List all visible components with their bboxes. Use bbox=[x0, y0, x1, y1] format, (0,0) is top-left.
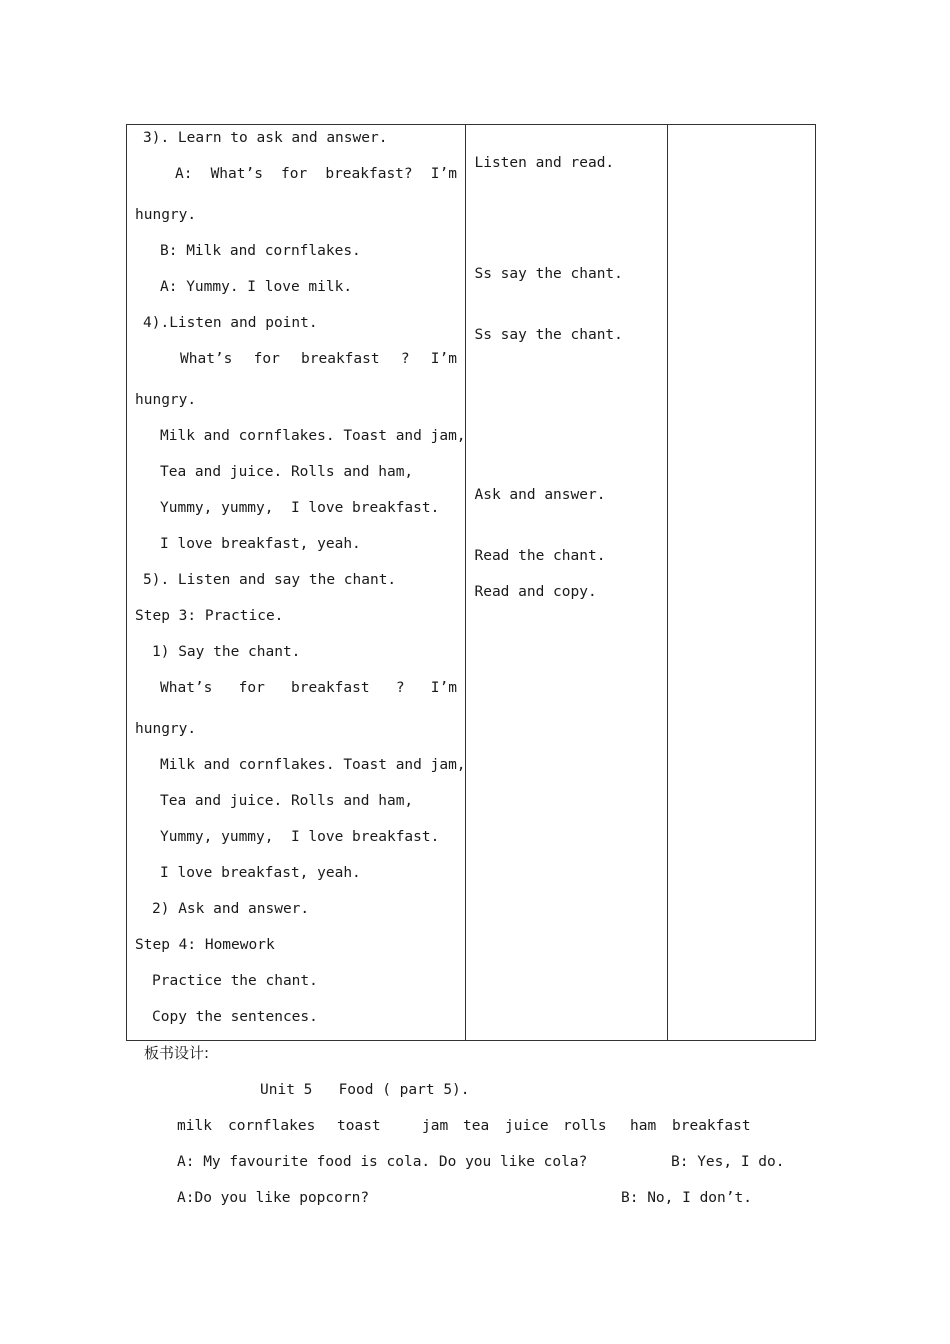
step3-chant-line-5: I love breakfast, yeah. bbox=[160, 865, 361, 881]
step3-chant-line-1-cont: hungry. bbox=[135, 721, 197, 737]
board-dialog-2-question: A:Do you like popcorn? bbox=[177, 1190, 370, 1206]
board-design-heading: 板书设计: bbox=[144, 1044, 210, 1062]
vocab-word: breakfast bbox=[672, 1118, 751, 1134]
vocab-word: cornflakes bbox=[228, 1118, 316, 1134]
vocab-word: ham bbox=[630, 1118, 657, 1134]
step3-title: Step 3: Practice. bbox=[135, 608, 284, 624]
item3-title: 3). Learn to ask and answer. bbox=[143, 130, 388, 146]
activity-read-chant: Read the chant. bbox=[474, 548, 606, 564]
item4-chant-line-1: What’s for breakfast ? I’m bbox=[180, 351, 457, 367]
activity-read-copy: Read and copy. bbox=[474, 584, 597, 600]
step3-chant-line-1: What’s for breakfast ? I’m bbox=[160, 680, 457, 696]
board-dialog-1-answer: B: Yes, I do. bbox=[671, 1154, 785, 1170]
step3-item2-title: 2) Ask and answer. bbox=[152, 901, 310, 917]
board-dialog-2-answer: B: No, I don’t. bbox=[621, 1190, 752, 1206]
vocab-word: rolls bbox=[563, 1118, 607, 1134]
vocab-word: milk bbox=[177, 1118, 212, 1134]
activity-say-chant-1: Ss say the chant. bbox=[474, 266, 623, 282]
vocab-word: juice bbox=[505, 1118, 549, 1134]
step3-item1-title: 1) Say the chant. bbox=[152, 644, 301, 660]
board-dialog-1-question: A: My favourite food is cola. Do you like cola? bbox=[177, 1154, 588, 1170]
item4-chant-line-4: Yummy, yummy, I love breakfast. bbox=[160, 500, 440, 516]
lesson-plan-table bbox=[126, 124, 816, 1041]
teaching-procedure-cell bbox=[127, 125, 466, 1041]
step3-chant-line-4: Yummy, yummy, I love breakfast. bbox=[160, 829, 440, 845]
board-design-title: Unit 5 Food ( part 5). bbox=[260, 1082, 470, 1098]
vocab-word: tea bbox=[463, 1118, 490, 1134]
item3-dialog-a-cont: hungry. bbox=[135, 207, 197, 223]
step3-chant-line-3: Tea and juice. Rolls and ham, bbox=[160, 793, 414, 809]
item4-chant-line-5: I love breakfast, yeah. bbox=[160, 536, 361, 552]
notes-cell bbox=[667, 125, 815, 1041]
student-activity-cell bbox=[466, 125, 667, 1041]
step4-task-2: Copy the sentences. bbox=[152, 1009, 318, 1025]
vocab-word: toast bbox=[337, 1118, 381, 1134]
item3-dialog-c: A: Yummy. I love milk. bbox=[160, 279, 353, 295]
activity-say-chant-2: Ss say the chant. bbox=[474, 327, 623, 343]
item4-chant-line-2: Milk and cornflakes. Toast and jam, bbox=[160, 428, 466, 444]
item3-dialog-a: A: What’s for breakfast? I’m bbox=[175, 166, 457, 182]
activity-ask-answer: Ask and answer. bbox=[474, 487, 606, 503]
step3-chant-line-2: Milk and cornflakes. Toast and jam, bbox=[160, 757, 466, 773]
activity-listen-read: Listen and read. bbox=[474, 155, 615, 171]
step4-task-1: Practice the chant. bbox=[152, 973, 318, 989]
item5-title: 5). Listen and say the chant. bbox=[143, 572, 397, 588]
item3-dialog-b: B: Milk and cornflakes. bbox=[160, 243, 361, 259]
vocab-word: jam bbox=[422, 1118, 449, 1134]
item4-chant-line-3: Tea and juice. Rolls and ham, bbox=[160, 464, 414, 480]
item4-chant-line-1-cont: hungry. bbox=[135, 392, 197, 408]
item4-title: 4).Listen and point. bbox=[143, 315, 318, 331]
step4-title: Step 4: Homework bbox=[135, 937, 275, 953]
